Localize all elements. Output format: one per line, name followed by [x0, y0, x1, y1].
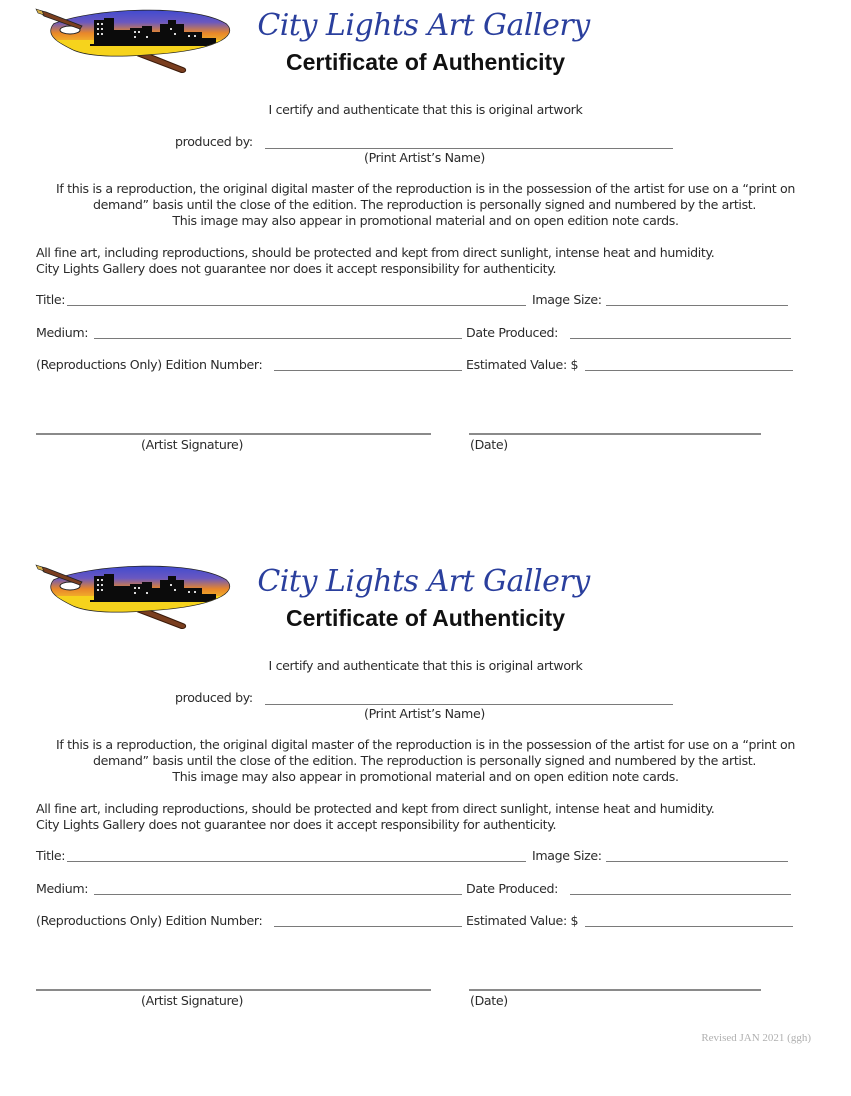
image-size-input[interactable] — [606, 861, 788, 862]
gallery-name: City Lights Art Gallery — [257, 8, 590, 43]
produced-by-label: produced by: — [175, 134, 253, 149]
image-size-input[interactable] — [606, 305, 788, 306]
edition-number-input[interactable] — [274, 926, 462, 927]
image-size-label: Image Size: — [532, 292, 602, 307]
revision-note: Revised JAN 2021 (ggh) — [701, 1032, 811, 1044]
reproduction-text-line-3: This image may also appear in promotional material and on open edition note cards. — [172, 213, 679, 228]
date-produced-input[interactable] — [570, 894, 791, 895]
care-text-line-2: City Lights Gallery does not guarantee nor does it accept responsibility for authenticity. — [36, 817, 557, 832]
date-caption: (Date) — [470, 437, 508, 452]
certify-statement: I certify and authenticate that this is original artwork — [268, 102, 583, 117]
edition-number-input[interactable] — [274, 370, 462, 371]
certify-statement: I certify and authenticate that this is original artwork — [268, 658, 583, 673]
artist-name-input[interactable] — [265, 148, 673, 149]
artist-signature-caption: (Artist Signature) — [141, 437, 244, 452]
care-text-line-2: City Lights Gallery does not guarantee nor does it accept responsibility for authenticity. — [36, 261, 557, 276]
certificate-title: Certificate of Authenticity — [285, 49, 565, 75]
title-input[interactable] — [67, 861, 526, 862]
estimated-value-label: Estimated Value: $ — [466, 913, 579, 928]
artist-signature-line[interactable] — [36, 989, 431, 991]
reproduction-text-line-2: demand” basis until the close of the edition. The reproduction is personally signed and numbered by the artist. — [92, 197, 757, 212]
date-line[interactable] — [469, 989, 761, 991]
reproduction-text-line-1: If this is a reproduction, the original digital master of the reproduction is in the possession of the artist for use on a “print on — [56, 181, 795, 196]
certificate-bottom — [0, 556, 851, 1096]
edition-number-label: (Reproductions Only) Edition Number: — [36, 357, 263, 372]
date-caption: (Date) — [470, 993, 508, 1008]
estimated-value-input[interactable] — [585, 370, 793, 371]
edition-number-label: (Reproductions Only) Edition Number: — [36, 913, 263, 928]
print-name-caption: (Print Artist’s Name) — [364, 706, 485, 721]
estimated-value-input[interactable] — [585, 926, 793, 927]
reproduction-text-line-1: If this is a reproduction, the original digital master of the reproduction is in the possession of the artist for use on a “print on — [56, 737, 795, 752]
gallery-name: City Lights Art Gallery — [257, 564, 590, 599]
produced-by-label: produced by: — [175, 690, 253, 705]
certificate-top — [0, 0, 851, 540]
artist-name-input[interactable] — [265, 704, 673, 705]
title-label: Title: — [36, 848, 66, 863]
title-label: Title: — [36, 292, 66, 307]
artist-signature-line[interactable] — [36, 433, 431, 435]
medium-label: Medium: — [36, 881, 89, 896]
date-line[interactable] — [469, 433, 761, 435]
care-text-line-1: All fine art, including reproductions, should be protected and kept from direct sunlight, intense heat and humidity. — [36, 801, 715, 816]
reproduction-text-line-2: demand” basis until the close of the edition. The reproduction is personally signed and numbered by the artist. — [92, 753, 757, 768]
certificate-title: Certificate of Authenticity — [285, 605, 565, 631]
image-size-label: Image Size: — [532, 848, 602, 863]
care-text-line-1: All fine art, including reproductions, should be protected and kept from direct sunlight, intense heat and humidity. — [36, 245, 715, 260]
medium-input[interactable] — [94, 894, 462, 895]
date-produced-label: Date Produced: — [466, 881, 559, 896]
reproduction-text-line-3: This image may also appear in promotional material and on open edition note cards. — [172, 769, 679, 784]
date-produced-label: Date Produced: — [466, 325, 559, 340]
title-input[interactable] — [67, 305, 526, 306]
medium-input[interactable] — [94, 338, 462, 339]
medium-label: Medium: — [36, 325, 89, 340]
estimated-value-label: Estimated Value: $ — [466, 357, 579, 372]
artist-signature-caption: (Artist Signature) — [141, 993, 244, 1008]
date-produced-input[interactable] — [570, 338, 791, 339]
print-name-caption: (Print Artist’s Name) — [364, 150, 485, 165]
